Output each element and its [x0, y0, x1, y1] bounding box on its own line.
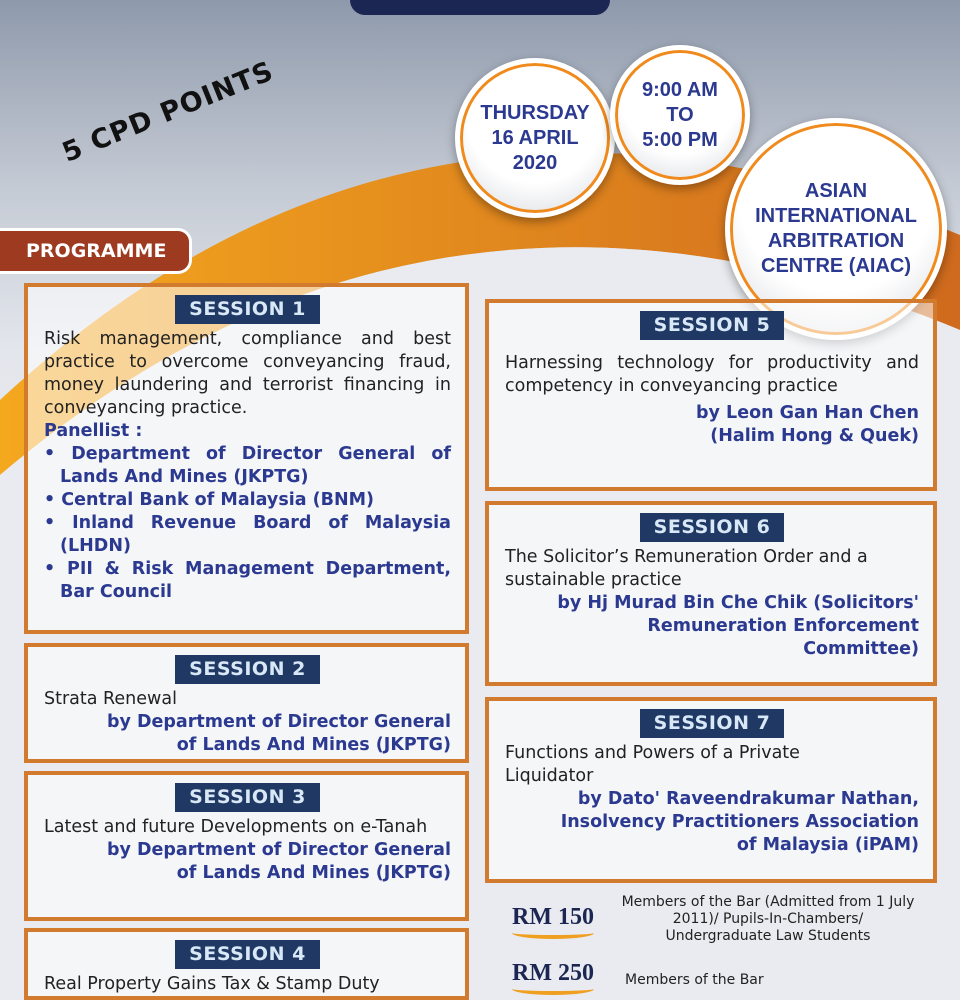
date-circle	[455, 58, 615, 218]
fee-price: RM 250	[512, 960, 594, 986]
panellist: • Inland Revenue Board of Malaysia (LHDN)	[44, 512, 451, 558]
venue-line: ASIAN	[804, 180, 868, 202]
fee-description: Members of the Bar	[625, 972, 764, 988]
session-6	[485, 501, 937, 686]
session-speaker: by Leon Gan Han Chen (Halim Hong & Quek)	[696, 403, 919, 446]
session-speaker: by Hj Murad Bin Che Chik (Solicitors' Remuneration Enforcement Committee)	[557, 593, 919, 659]
fee-description: Members of the Bar (Admitted from 1 July 2011)/ Pupils-In-Chambers/ Undergraduate Law Students	[621, 894, 915, 944]
session-label: SESSION 5	[640, 311, 785, 340]
session-label: SESSION 7	[640, 709, 785, 738]
panellist: • PII & Risk Management Department, Bar Council	[44, 558, 451, 604]
panellist: • Central Bank of Malaysia (BNM)	[44, 489, 451, 512]
session-1	[24, 283, 469, 634]
date-year: 2020	[512, 151, 558, 174]
time-end: 5:00 PM	[642, 128, 718, 151]
session-title: The Solicitor’s Remuneration Order and a sustainable practice	[505, 547, 868, 590]
fee-price: RM 150	[512, 904, 594, 930]
session-title: Real Property Gains Tax & Stamp Duty	[44, 974, 380, 994]
session-2	[24, 643, 469, 763]
time-to: TO	[666, 103, 694, 126]
session-title: Harnessing technology for productivity and competency in conveyancing practice	[505, 353, 919, 396]
panellist: • Department of Director General of Lands And Mines (JKPTG)	[44, 443, 451, 489]
cpd-points: 5 CPD POINTS	[58, 55, 279, 169]
venue-line: CENTRE (AIAC)	[761, 255, 911, 277]
session-label: SESSION 2	[175, 655, 320, 684]
session-title: Latest and future Developments on e-Tanah	[44, 817, 428, 837]
date-date: 16 APRIL	[491, 126, 579, 149]
session-label: SESSION 6	[640, 513, 785, 542]
session-3	[24, 771, 469, 921]
venue-line: ARBITRATION	[767, 230, 905, 252]
panellist-label: Panellist :	[44, 421, 143, 441]
session-speaker: by Dato' Raveendrakumar Nathan, Insolvency Practitioners Association of Malaysia (iPAM)	[560, 789, 919, 855]
session-speaker: by Department of Director General of Lands And Mines (JKPTG)	[106, 712, 451, 755]
session-title: Strata Renewal	[44, 689, 177, 709]
date-day: THURSDAY	[480, 101, 590, 124]
title-banner	[350, 0, 610, 15]
panellist-list	[44, 443, 451, 604]
session-title: Functions and Powers of a Private Liquidator	[505, 743, 800, 786]
time-start: 9:00 AM	[642, 78, 718, 101]
session-label: SESSION 4	[175, 940, 320, 969]
time-circle	[610, 45, 750, 185]
session-label: SESSION 1	[175, 295, 320, 324]
venue-line: INTERNATIONAL	[755, 205, 917, 227]
session-5	[485, 299, 937, 491]
session-4	[24, 928, 469, 1000]
session-title: Risk management, compliance and best practice to overcome conveyancing fraud, money laundering and terrorist financing in conveyancing practice.	[44, 329, 451, 418]
programme-tab: PROGRAMME	[0, 228, 192, 274]
session-7	[485, 697, 937, 883]
session-label: SESSION 3	[175, 783, 320, 812]
session-speaker: by Department of Director General of Lands And Mines (JKPTG)	[106, 840, 451, 883]
